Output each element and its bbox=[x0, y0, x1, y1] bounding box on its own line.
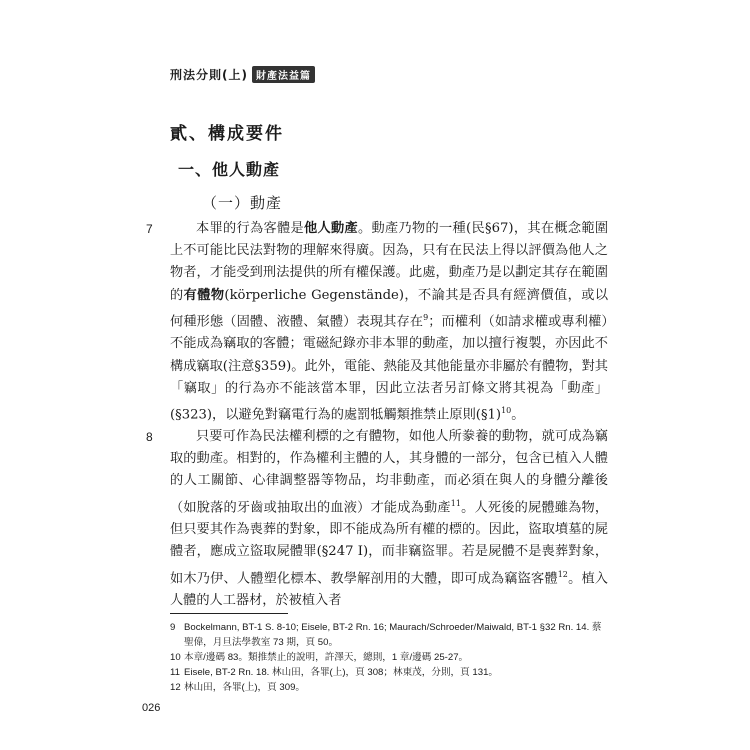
paragraph-text: 本罪的行為客體是 bbox=[196, 221, 305, 236]
footnote-number: 10 bbox=[170, 652, 181, 663]
footnote bbox=[170, 651, 610, 666]
body-paragraph bbox=[170, 218, 608, 427]
footnote-number: 11 bbox=[170, 667, 180, 678]
margin-number: 8 bbox=[146, 430, 153, 444]
footnote-ref: 10 bbox=[501, 406, 512, 416]
footnote-text: Eisele, BT-2 Rn. 18. 林山田，各罪(上)，頁 308；林東茂，分則，頁 131。 bbox=[184, 667, 498, 678]
paragraph-text: 。 bbox=[511, 407, 525, 423]
footnote bbox=[170, 621, 610, 650]
paragraph-text: (körperliche Gegenstände)，不論其是否具有經濟價值，或以何種形態（固體、液體、氣體）表現其存在 bbox=[170, 287, 609, 330]
footnote-number: 9 bbox=[170, 622, 176, 633]
running-head bbox=[170, 66, 315, 83]
emphasized-term: 他人動產 bbox=[304, 221, 359, 236]
subsubsection-heading: （一）動產 bbox=[202, 194, 283, 212]
book-title: 刑法分則(上) bbox=[170, 68, 248, 82]
footnote-number: 12 bbox=[170, 682, 181, 693]
paragraph-text: ；而權利（如請求權或專利權）不能成為竊取的客體；電磁紀錄亦非本罪的動產，加以擅行複製，亦因此不構成竊取(注意§359)。此外，電能、熱能及其他能量亦非屬於有體物，對其「竊取」的行為亦不能該當本罪，因此立法者另訂條文將其視為「動產」(§323)，以避免對竊電行為的處罰牴觸類推禁止原則(§1) bbox=[170, 314, 608, 423]
footnote-ref: 9 bbox=[423, 312, 429, 322]
footnote-divider bbox=[170, 613, 288, 614]
margin-number: 7 bbox=[146, 222, 153, 236]
page-number: 026 bbox=[142, 702, 161, 714]
footnote bbox=[170, 666, 610, 681]
footnote bbox=[170, 681, 610, 696]
paragraph-text: 。人死後的屍體雖為物，但只要其作為喪葬的對象，即不能成為所有權的標的。因此，盜取墳墓的屍體者，應成立盜取屍體罪(§247 I)，而非竊盜罪。若是屍體不是喪葬對象，如木乃伊、人體塑化標本、教學解剖用的大體，即可成為竊盜客體 bbox=[170, 500, 609, 586]
paragraph-text: 。動產乃物的一種(民§67)，其在概念範圍上不可能比民法對物的理解來得廣。因為，只有在民法上得以評價為他人之物者，才能受到刑法提供的所有權保護。此處，動產乃是以劃定其存在範圍的 bbox=[170, 221, 609, 303]
body-paragraph bbox=[170, 426, 608, 612]
emphasized-term: 有體物 bbox=[183, 287, 225, 303]
footnote-text: Bockelmann, BT-1 S. 8-10; Eisele, BT-2 Rn. 16; Maurach/Schroeder/Maiwald, BT-1 §32 Rn. 14. 蔡聖偉，月旦法學教室 73 期，頁 50。 bbox=[184, 622, 602, 648]
subsection-heading: 一、他人動產 bbox=[178, 160, 281, 179]
footnote-ref: 11 bbox=[450, 498, 461, 508]
footnote-text: 本章/邊碼 83。類推禁止的說明，許澤天，總則，1 章/邊碼 25-27。 bbox=[184, 652, 469, 663]
footnote-text: 林山田，各罪(上)，頁 309。 bbox=[184, 682, 305, 693]
section-heading: 貳、構成要件 bbox=[170, 124, 284, 144]
paragraph-text: 。植入人體的人工器材，於被植入者 bbox=[170, 571, 608, 609]
section-tag: 財產法益篇 bbox=[252, 66, 315, 83]
paragraph-text: 只要可作為民法權利標的之有體物，如他人所豢養的動物，就可成為竊取的動產。相對的，作為權利主體的人，其身體的一部分，包含已植入人體的人工關節、心律調整器等物品，均非動產，而必須在與人的身體分離後（如脫落的牙齒或抽取出的血液）才能成為動產 bbox=[170, 429, 608, 515]
footnote-ref: 12 bbox=[557, 569, 568, 579]
